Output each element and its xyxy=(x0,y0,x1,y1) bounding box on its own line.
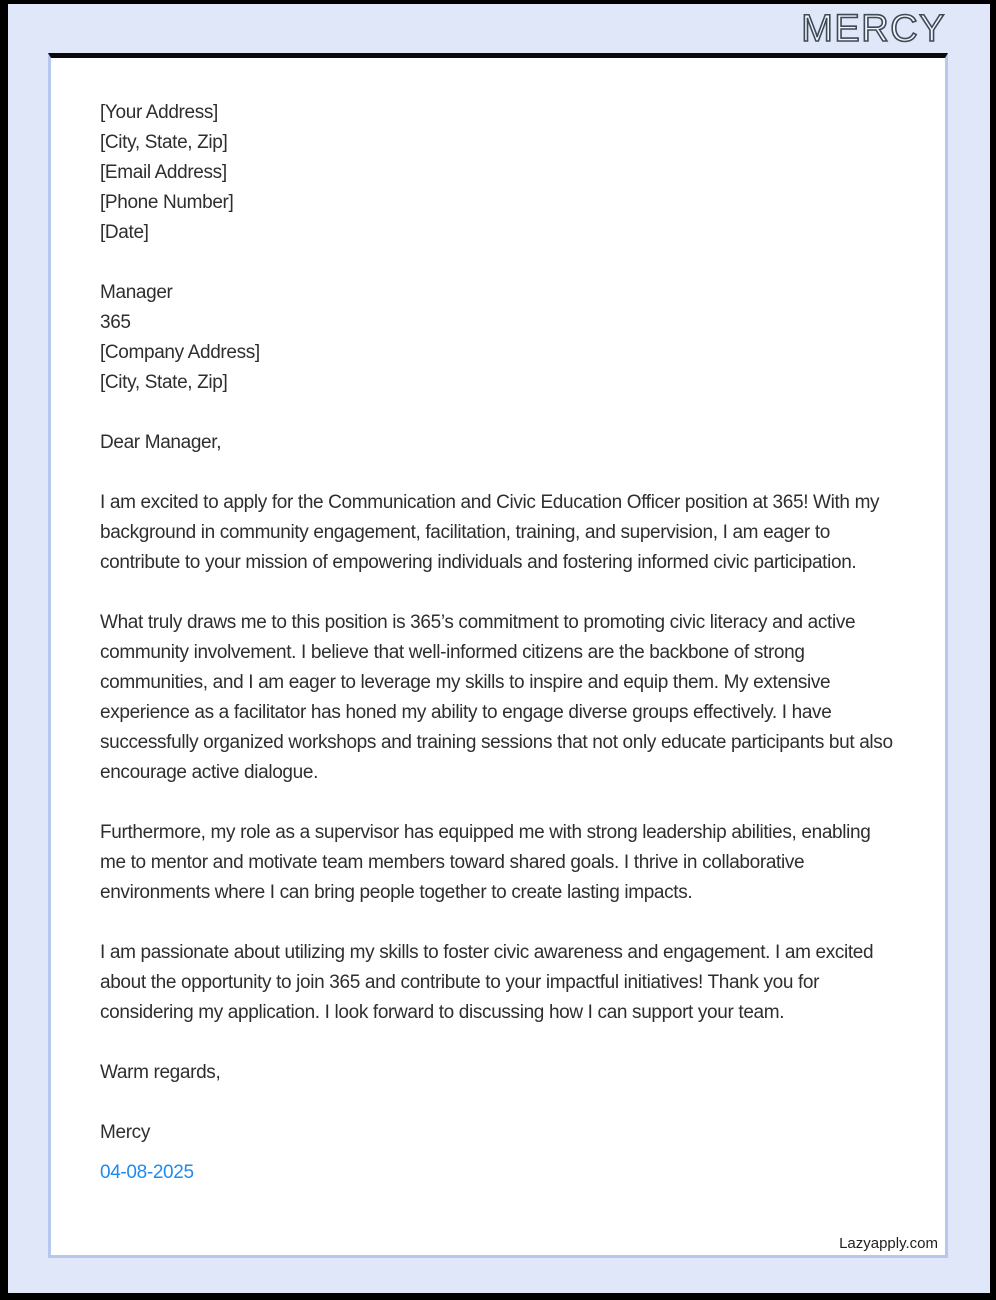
recipient-city-line: [City, State, Zip] xyxy=(100,372,228,393)
recipient-title-line: Manager xyxy=(100,282,173,303)
lazyapply-watermark: Lazyapply.com xyxy=(839,1235,938,1252)
sender-address-line: [Your Address] xyxy=(100,102,218,123)
paragraph-closing-pitch: I am passionate about utilizing my skills to foster civic awareness and engagement. I am excited about the opportunity to join 365 and contribute to your impactful initiatives! Thank you for considering my application. I look forward to discussing how I can support your team. xyxy=(100,942,874,1023)
letter-sheet xyxy=(48,53,948,1258)
sender-phone-line: [Phone Number] xyxy=(100,192,234,213)
signature-name: Mercy xyxy=(100,1122,150,1143)
sender-email-line: [Email Address] xyxy=(100,162,227,183)
paragraph-intro: I am excited to apply for the Communication and Civic Education Officer position at 365! With my background in community engagement, facilitation, training, and supervision, I am eager to contribute to your mission of empowering individuals and fostering informed civic participation. xyxy=(100,492,880,573)
sender-date-line: [Date] xyxy=(100,222,149,243)
letter-body xyxy=(51,58,945,1255)
sender-address-block xyxy=(100,98,896,248)
recipient-address-line: [Company Address] xyxy=(100,342,260,363)
recipient-company-line: 365 xyxy=(100,312,131,333)
sender-city-line: [City, State, Zip] xyxy=(100,132,228,153)
closing-salutation: Warm regards, xyxy=(100,1062,221,1083)
paragraph-leadership: Furthermore, my role as a supervisor has equipped me with strong leadership abilities, enabling me to mentor and motivate team members toward shared goals. I thrive in collaborative environments where I can bring people together to create lasting impacts. xyxy=(100,822,871,903)
letter-date-link[interactable]: 04-08-2025 xyxy=(100,1162,194,1183)
salutation: Dear Manager, xyxy=(100,432,222,453)
recipient-address-block xyxy=(100,278,896,398)
brand-wordmark: MERCY xyxy=(801,8,946,50)
paragraph-motivation: What truly draws me to this position is 365’s commitment to promoting civic literacy and active community involvement. I believe that well-informed citizens are the backbone of strong communities, and I am eager to leverage my skills to inspire and equip them. My extensive experience as a facilitator has honed my ability to engage diverse groups effectively. I have successfully organized workshops and training sessions that not only educate participants but also encourage active dialogue. xyxy=(100,612,893,783)
